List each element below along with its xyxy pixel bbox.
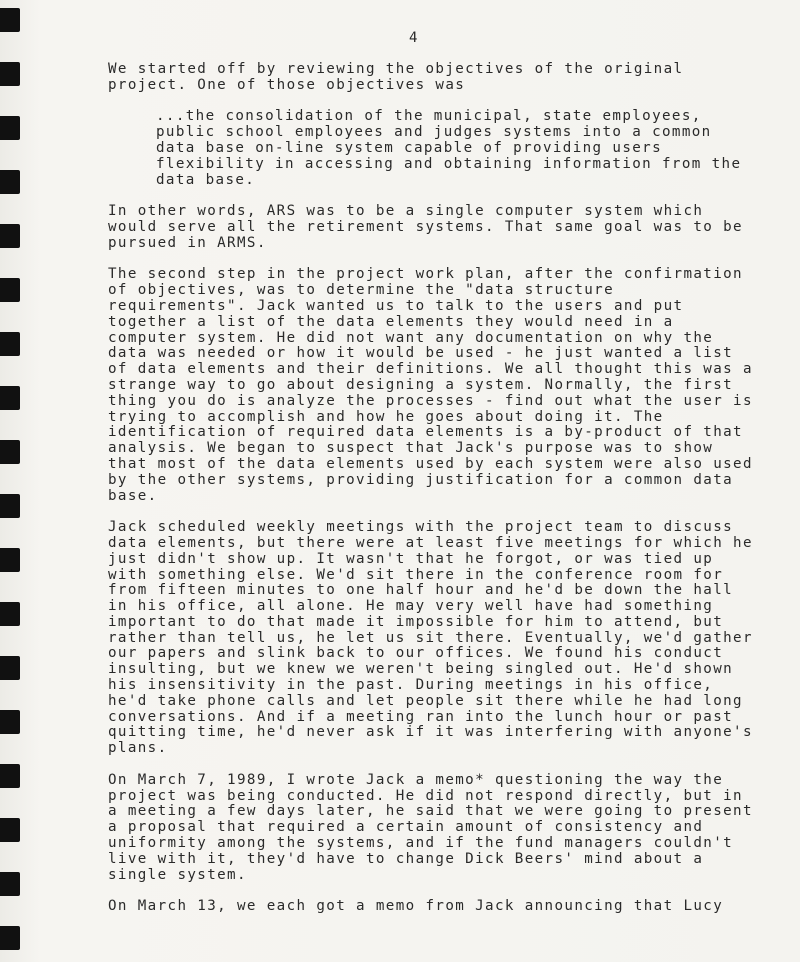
binding-hole-icon bbox=[0, 278, 20, 302]
text-line: analysis. We began to suspect that Jack's purpose was to show bbox=[108, 440, 714, 457]
text-line: data base on-line system capable of providing users bbox=[156, 139, 663, 156]
text-line: of data elements and their definitions. We all thought this was a bbox=[108, 361, 753, 378]
text-line: our papers and slink back to our offices. We found his conduct bbox=[108, 645, 724, 662]
text-line: pursued in ARMS. bbox=[108, 234, 267, 251]
text-line: ...the consolidation of the municipal, state employees, bbox=[156, 108, 702, 125]
binding-hole-icon bbox=[0, 548, 20, 572]
text-line: base. bbox=[108, 487, 158, 504]
binding-hole-icon bbox=[0, 386, 20, 410]
binding-hole-icon bbox=[0, 440, 20, 464]
text-line: flexibility in accessing and obtaining information from the bbox=[156, 155, 742, 172]
binding-hole-icon bbox=[0, 224, 20, 248]
text-line: On March 13, we each got a memo from Jack announcing that Lucy bbox=[108, 898, 724, 915]
text-line: he'd take phone calls and let people sit there while he had long bbox=[108, 692, 743, 709]
binding-hole-icon bbox=[0, 8, 20, 32]
paragraph-march-7 bbox=[108, 771, 753, 884]
binding-hole-icon bbox=[0, 872, 20, 896]
text-line: his insensitivity in the past. During meetings in his office, bbox=[108, 677, 714, 694]
binding-hole-icon bbox=[0, 818, 20, 842]
text-line: that most of the data elements used by each system were also used bbox=[108, 455, 753, 472]
binding-hole-icon bbox=[0, 764, 20, 788]
text-line: uniformity among the systems, and if the fund managers couldn't bbox=[108, 835, 734, 852]
text-line: insulting, but we knew we weren't being singled out. He'd shown bbox=[108, 661, 734, 678]
binding-hole-icon bbox=[0, 116, 20, 140]
text-line: live with it, they'd have to change Dick Beers' mind about a bbox=[108, 850, 704, 867]
text-line: public school employees and judges systems into a common bbox=[156, 124, 712, 141]
text-line: In other words, ARS was to be a single computer system which bbox=[108, 203, 704, 220]
text-line: requirements". Jack wanted us to talk to the users and put bbox=[108, 297, 684, 314]
text-line: together a list of the data elements they would need in a bbox=[108, 313, 674, 330]
text-line: On March 7, 1989, I wrote Jack a memo* questioning the way the bbox=[108, 771, 724, 788]
text-line: just didn't show up. It wasn't that he forgot, or was tied up bbox=[108, 550, 714, 567]
page-number: 4 bbox=[409, 30, 418, 46]
text-line: rather than tell us, he let us sit there. Eventually, we'd gather bbox=[108, 629, 753, 646]
binding-hole-icon bbox=[0, 494, 20, 518]
text-line: with something else. We'd sit there in the conference room for bbox=[108, 566, 724, 583]
text-line: project. One of those objectives was bbox=[108, 76, 466, 93]
paragraph-march-13 bbox=[108, 899, 748, 915]
binding-hole-icon bbox=[0, 62, 20, 86]
paragraph-other-words bbox=[108, 204, 748, 251]
text-line: a meeting a few days later, he said that we were going to present bbox=[108, 803, 753, 820]
binding-hole-icon bbox=[0, 332, 20, 356]
spiral-binding bbox=[0, 0, 22, 962]
text-line: data was needed or how it would be used - he just wanted a list bbox=[108, 345, 734, 362]
text-line: quitting time, he'd never ask if it was interfering with anyone's bbox=[108, 724, 753, 741]
paragraph-meetings bbox=[108, 519, 753, 757]
text-line: The second step in the project work plan, after the confirmation bbox=[108, 266, 743, 283]
text-line: single system. bbox=[108, 866, 247, 883]
text-line: computer system. He did not want any documentation on why the bbox=[108, 329, 714, 346]
binding-hole-icon bbox=[0, 656, 20, 680]
text-line: data elements, but there were at least five meetings for which he bbox=[108, 534, 753, 551]
text-line: of objectives, was to determine the "data structure bbox=[108, 282, 615, 299]
text-line: identification of required data elements is a by-product of that bbox=[108, 424, 743, 441]
text-line: by the other systems, providing justification for a common data bbox=[108, 471, 734, 488]
text-line: plans. bbox=[108, 740, 168, 757]
text-line: strange way to go about designing a system. Normally, the first bbox=[108, 376, 734, 393]
text-line: a proposal that required a certain amount of consistency and bbox=[108, 819, 704, 836]
binding-hole-icon bbox=[0, 170, 20, 194]
paragraph-intro bbox=[108, 62, 748, 94]
binding-hole-icon bbox=[0, 710, 20, 734]
text-line: would serve all the retirement systems. That same goal was to be bbox=[108, 218, 743, 235]
text-line: in his office, all alone. He may very well have had something bbox=[108, 598, 714, 615]
text-line: We started off by reviewing the objectives of the original bbox=[108, 61, 684, 77]
document-body bbox=[108, 61, 753, 931]
binding-hole-icon bbox=[0, 926, 20, 950]
block-quote bbox=[156, 109, 748, 188]
text-line: data base. bbox=[156, 171, 256, 188]
text-line: Jack scheduled weekly meetings with the project team to discuss bbox=[108, 519, 734, 536]
text-line: trying to accomplish and how he goes about doing it. The bbox=[108, 408, 664, 425]
text-line: from fifteen minutes to one half hour and he'd be down the hall bbox=[108, 582, 734, 599]
text-line: important to do that made it impossible for him to attend, but bbox=[108, 613, 724, 630]
paragraph-second-step bbox=[108, 266, 753, 504]
text-line: project was being conducted. He did not respond directly, but in bbox=[108, 787, 743, 804]
binding-hole-icon bbox=[0, 602, 20, 626]
text-line: thing you do is analyze the processes - find out what the user is bbox=[108, 392, 753, 409]
text-line: conversations. And if a meeting ran into the lunch hour or past bbox=[108, 708, 734, 725]
